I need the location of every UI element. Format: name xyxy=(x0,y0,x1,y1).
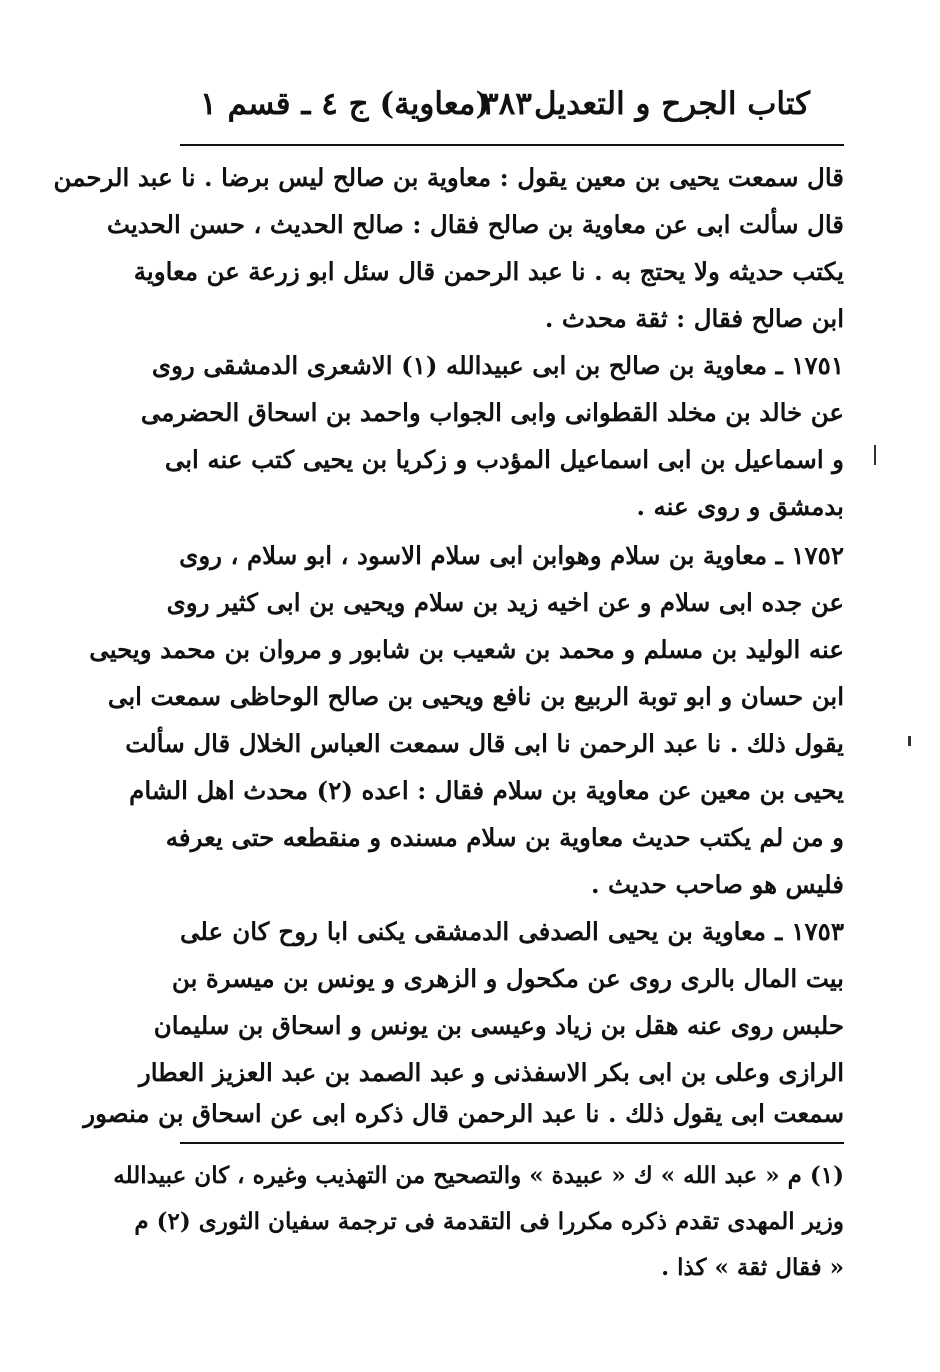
text-line: ابن حسان و ابو توبة الربيع بن نافع ويحيى بن صالح الوحاظى سمعت ابى xyxy=(107,682,844,711)
footnote-rule xyxy=(180,1142,844,1144)
text-line: فليس هو صاحب حديث . xyxy=(590,870,844,899)
header-rule xyxy=(180,144,844,146)
running-header xyxy=(182,86,844,142)
text-line: قال سألت ابى عن معاوية بن صالح فقال : صالح الحديث ، حسن الحديث xyxy=(106,210,844,239)
entry-1751-heading: ١٧٥١ ـ معاوية بن صالح بن ابى عبيدالله (١) الاشعرى الدمشقى روى xyxy=(151,351,844,380)
footnote-line: (١) م « عبد الله » ك « عبيدة » والتصحيح من التهذيب وغيره ، كان عبيدالله xyxy=(113,1162,844,1189)
text-line: عنه الوليد بن مسلم و محمد بن شعيب بن شابور و مروان بن محمد ويحيى xyxy=(89,635,844,664)
text-line: سمعت ابى يقول ذلك . نا عبد الرحمن قال ذكره ابى عن اسحاق بن منصور xyxy=(83,1099,844,1128)
margin-mark xyxy=(874,445,876,465)
text-line: يحيى بن معين عن معاوية بن سلام فقال : اعده (٢) محدث اهل الشام xyxy=(129,776,844,805)
footnote-line: وزير المهدى تقدم ذكره مكررا فى التقدمة فى ترجمة سفيان الثورى (٢) م xyxy=(134,1208,844,1235)
text-line: و من لم يكتب حديث معاوية بن سلام مسنده و منقطعه حتى يعرفه xyxy=(165,823,844,852)
margin-mark xyxy=(908,736,911,746)
text-line: و اسماعيل بن ابى اسماعيل المؤدب و زكريا بن يحيى كتب عنه ابى xyxy=(164,445,844,474)
entry-1753-heading: ١٧٥٣ ـ معاوية بن يحيى الصدفى الدمشقى يكنى ابا روح كان على xyxy=(180,917,844,946)
text-line: حلبس روى عنه هقل بن زياد وعيسى بن يونس و اسحاق بن سليمان xyxy=(153,1011,844,1040)
text-line: الرازى وعلى بن ابى بكر الاسفذنى و عبد الصمد بن عبد العزيز العطار xyxy=(138,1058,844,1087)
page-number: ٣٨٣ xyxy=(482,86,532,122)
volume-label: (معاوية) ج ٤ ـ قسم ١ xyxy=(200,86,491,122)
footnote-line: « فقال ثقة » كذا . xyxy=(661,1254,844,1281)
entry-1752-heading: ١٧٥٢ ـ معاوية بن سلام وهوابن ابى سلام الاسود ، ابو سلام ، روى xyxy=(179,541,844,570)
text-line: بدمشق و روى عنه . xyxy=(636,492,844,521)
text-line: ابن صالح فقال : ثقة محدث . xyxy=(544,304,844,333)
text-line: يقول ذلك . نا عبد الرحمن نا ابى قال سمعت العباس الخلال قال سألت xyxy=(125,729,844,758)
text-line: قال سمعت يحيى بن معين يقول : معاوية بن صالح ليس برضا . نا عبد الرحمن xyxy=(53,163,844,192)
text-line: عن جده ابى سلام و عن اخيه زيد بن سلام ويحيى بن ابى كثير روى xyxy=(166,588,844,617)
text-line: عن خالد بن مخلد القطوانى وابى الجواب واحمد بن اسحاق الحضرمى xyxy=(140,398,844,427)
text-line: بيت المال بالرى روى عن مكحول و الزهرى و يونس بن ميسرة بن xyxy=(171,964,844,993)
book-title: كتاب الجرح و التعديل xyxy=(533,86,810,122)
text-line: يكتب حديثه ولا يحتج به . نا عبد الرحمن قال سئل ابو زرعة عن معاوية xyxy=(133,257,844,286)
